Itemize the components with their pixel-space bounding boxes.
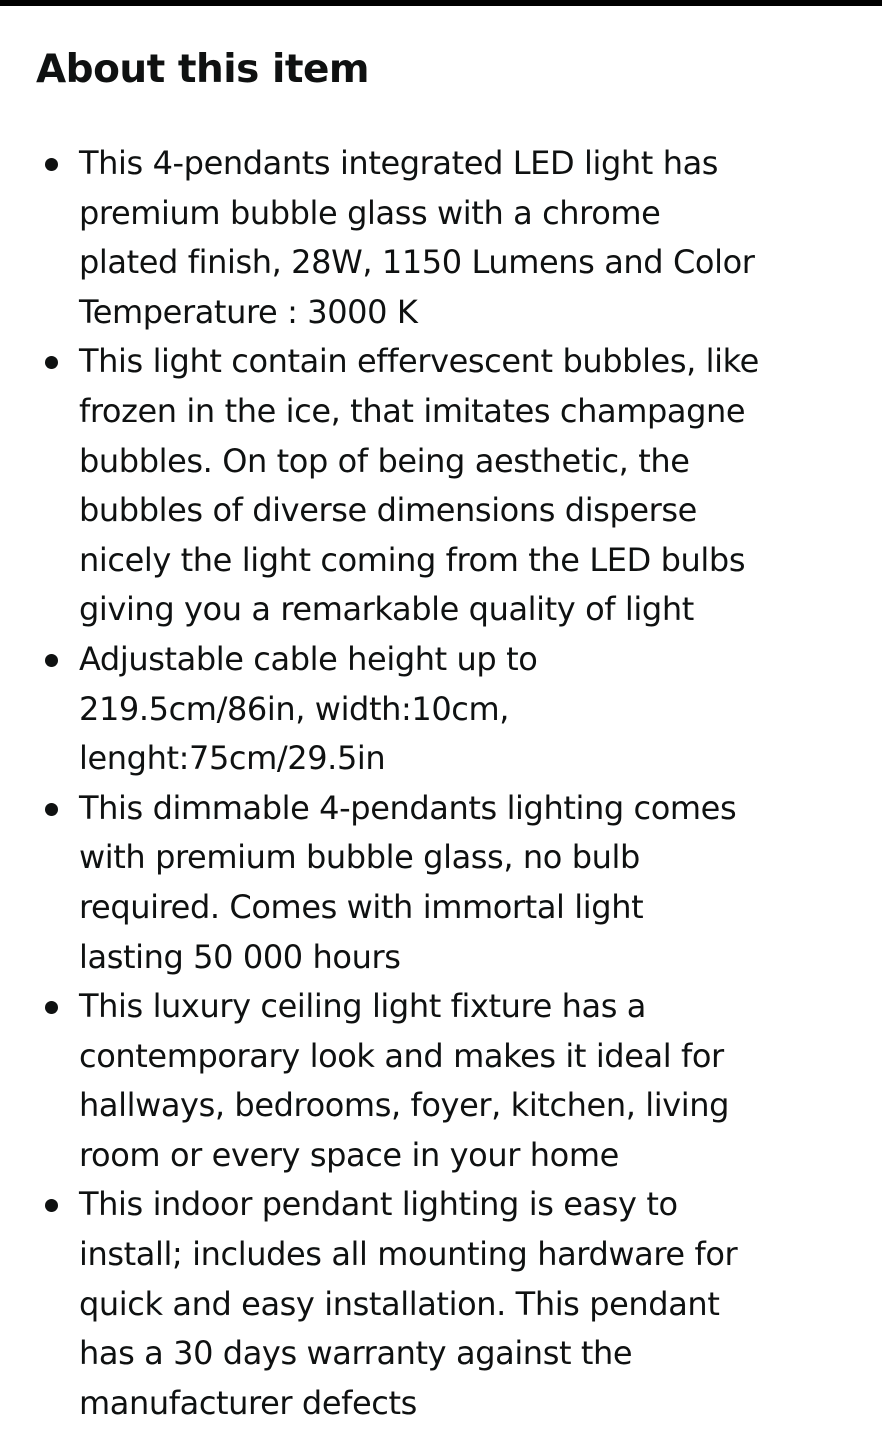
bullet-dot-icon (45, 1199, 58, 1212)
bullet-text-line: required. Comes with immortal light (79, 887, 644, 926)
bullet-text-line: frozen in the ice, that imitates champagne (79, 391, 746, 430)
bullet-dot-icon (45, 356, 58, 369)
feature-bullet (0, 1180, 882, 1428)
bullet-text-line: install; includes all mounting hardware for (79, 1235, 738, 1274)
bullet-text-line: bubbles. On top of being aesthetic, the (79, 441, 690, 480)
bullet-text-line: room or every space in your home (79, 1135, 619, 1174)
feature-bullet (0, 139, 882, 337)
feature-bullet (0, 784, 882, 982)
bullet-text-line: has a 30 days warranty against the (79, 1334, 633, 1373)
bullet-text-line: bubbles of diverse dimensions disperse (79, 491, 697, 530)
bullet-text-line: 219.5cm/86in, width:10cm, (79, 689, 510, 728)
feature-bullet (0, 635, 882, 784)
bullet-text-line: lasting 50 000 hours (79, 937, 401, 976)
bullet-text-line: giving you a remarkable quality of light (79, 590, 694, 629)
bullet-text-line: Temperature : 3000 K (79, 292, 418, 331)
bullet-text-line: This light contain effervescent bubbles, like (79, 342, 759, 381)
bullet-text-line: Adjustable cable height up to (79, 639, 538, 678)
bullet-text-line: This dimmable 4-pendants lighting comes (79, 788, 737, 827)
bullet-dot-icon (45, 654, 58, 667)
bullet-text-line: manufacturer defects (79, 1383, 417, 1422)
bullet-text-line: This indoor pendant lighting is easy to (79, 1185, 678, 1224)
feature-bullet (0, 337, 882, 635)
bullet-text-line: quick and easy installation. This pendant (79, 1284, 720, 1323)
feature-bullet-list (0, 139, 882, 1428)
bullet-text-line: lenght:75cm/29.5in (79, 739, 386, 778)
bullet-text-line: This 4-pendants integrated LED light has (79, 144, 719, 182)
bullet-text-line: nicely the light coming from the LED bulbs (79, 540, 746, 579)
bullet-text-line: contemporary look and makes it ideal for (79, 1036, 724, 1075)
bullet-text-line: This luxury ceiling light fixture has a (79, 987, 647, 1026)
feature-bullet (0, 982, 882, 1180)
bullet-dot-icon (45, 158, 58, 171)
bullet-dot-icon (45, 803, 58, 816)
bullet-dot-icon (45, 1001, 58, 1014)
bullet-text-line: plated finish, 28W, 1150 Lumens and Color (79, 243, 755, 282)
section-title: About this item (36, 47, 370, 92)
bullet-text-line: hallways, bedrooms, foyer, kitchen, living (79, 1086, 730, 1125)
bullet-text-line: premium bubble glass with a chrome (79, 193, 661, 232)
bullet-text-line: with premium bubble glass, no bulb (79, 838, 640, 877)
